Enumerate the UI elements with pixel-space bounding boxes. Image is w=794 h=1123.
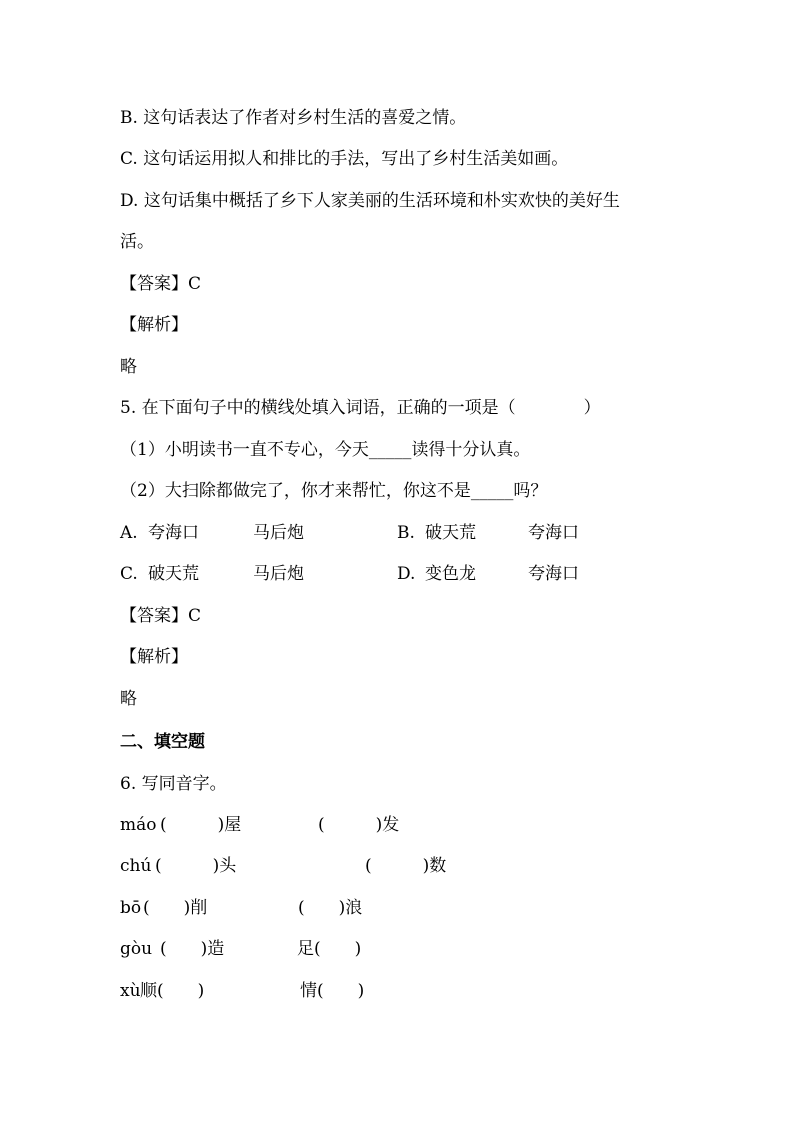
q5-analysis-label: 【解析】 <box>120 647 188 667</box>
q6-row-right-blank: 足( ) <box>297 939 362 959</box>
q6-row-pinyin: xù <box>120 981 141 1001</box>
q5-option-d-word2: 夸海口 <box>528 564 579 584</box>
q6-row-left-blank: ( )造 <box>160 939 225 959</box>
q5-option-b-word1: 破天荒 <box>425 523 476 543</box>
q5-sentence-1: （1）小明读书一直不专心，今天_____读得十分认真。 <box>120 440 531 460</box>
q5-answer: 【答案】C <box>120 606 202 626</box>
q5-option-b-word2: 夸海口 <box>528 523 579 543</box>
q6-row-left-blank: 顺( ) <box>140 981 205 1001</box>
q6-row-pinyin: gòu <box>120 939 153 959</box>
q5-option-d-word1: 变色龙 <box>425 564 476 584</box>
q4-option-b: B. 这句话表达了作者对乡村生活的喜爱之情。 <box>120 108 467 128</box>
q6-row-pinyin: bō <box>120 898 142 918</box>
q6-row-right-blank: ( )发 <box>318 815 400 835</box>
q4-answer: 【答案】C <box>120 274 202 294</box>
q5-stem: 5. 在下面句子中的横线处填入词语，正确的一项是（ ） <box>120 398 601 418</box>
q4-option-d-line1: D. 这句话集中概括了乡下人家美丽的生活环境和朴实欢快的美好生 <box>120 191 620 211</box>
q5-analysis-text: 略 <box>120 689 137 709</box>
q5-option-a-word2: 马后炮 <box>253 523 304 543</box>
q5-option-a-word1: 夸海口 <box>148 523 199 543</box>
q6-row-pinyin: chú <box>120 856 152 876</box>
q6-row-pinyin: máo <box>120 815 157 835</box>
q6-row-left-blank: ( )头 <box>155 856 237 876</box>
q6-row-right-blank: ( )数 <box>365 856 447 876</box>
q4-analysis-text: 略 <box>120 357 137 377</box>
q5-option-d-letter: D. <box>397 564 416 584</box>
q5-option-b-letter: B. <box>397 523 415 543</box>
q6-row-left-blank: ( )削 <box>143 898 208 918</box>
section-title: 二、填空题 <box>120 732 205 752</box>
q6-row-right-blank: ( )浪 <box>298 898 363 918</box>
q5-option-c-letter: C. <box>120 564 138 584</box>
q5-sentence-2: （2）大扫除都做完了，你才来帮忙，你这不是_____吗？ <box>120 481 548 501</box>
q4-option-d-line2: 活。 <box>120 232 154 252</box>
q4-analysis-label: 【解析】 <box>120 315 188 335</box>
q6-row-right-blank: 情( ) <box>300 981 365 1001</box>
q5-option-c-word2: 马后炮 <box>253 564 304 584</box>
q6-stem: 6. 写同音字。 <box>120 774 227 794</box>
q5-option-a-letter: A. <box>120 523 138 543</box>
q6-row-left-blank: ( )屋 <box>160 815 242 835</box>
q4-option-c: C. 这句话运用拟人和排比的手法，写出了乡村生活美如画。 <box>120 149 569 169</box>
q5-option-c-word1: 破天荒 <box>148 564 199 584</box>
